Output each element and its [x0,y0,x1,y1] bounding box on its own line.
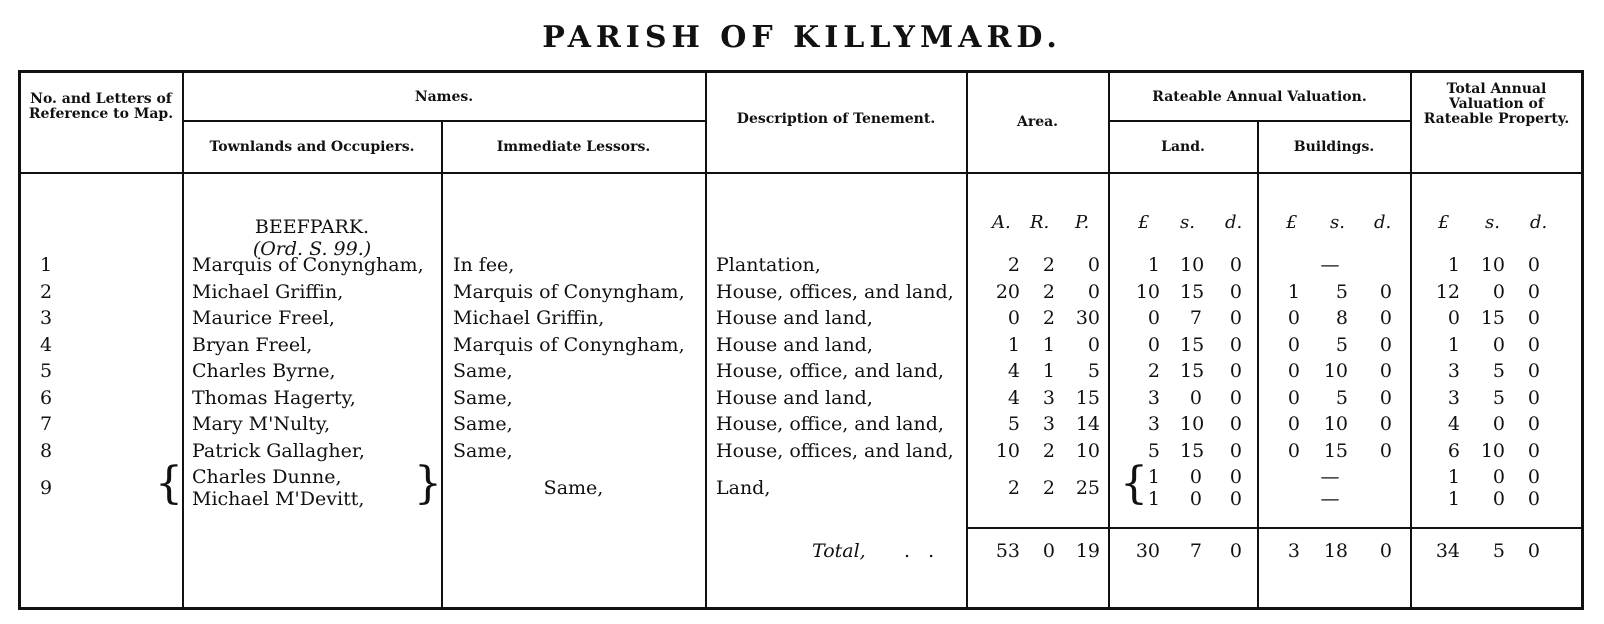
land-cell: 0 [1229,281,1242,303]
unit-label: s. [1180,212,1195,233]
grand-total-cell: 34 [1435,540,1460,562]
area-cell: 2 [1007,477,1020,499]
buildings-cell: — [1320,254,1340,276]
buildings-cell: 8 [1335,307,1348,329]
lessor-cell: In fee, [453,254,515,276]
buildings-cell: 0 [1379,440,1392,462]
total-cell: 0 [1492,413,1505,435]
header-lessors: Immediate Lessors. [496,139,651,155]
area-cell: 5 [1087,360,1100,382]
land-cell: 15 [1180,334,1205,356]
header-rule [1108,120,1410,122]
land-cell: 0 [1189,466,1202,488]
area-cell: 25 [1075,477,1100,499]
land-cell: 0 [1229,413,1242,435]
occupier-cell: Patrick Gallagher, [192,440,365,462]
brace-right: } [414,458,442,509]
column-rule [1257,120,1259,610]
header-area: Area. [1016,114,1059,130]
leader-dots: . . [904,540,935,562]
buildings-cell: 0 [1287,360,1300,382]
unit-label: s. [1485,212,1500,233]
area-cell: 3 [1042,413,1055,435]
area-cell: 1 [1042,334,1055,356]
area-cell: 10 [995,440,1020,462]
total-bld-cell: 3 [1287,540,1300,562]
buildings-cell: 0 [1287,413,1300,435]
occupier-cell: Bryan Freel, [192,334,313,356]
brace-left: { [1120,458,1148,509]
land-cell: 1 [1147,488,1160,510]
buildings-cell: 0 [1379,360,1392,382]
buildings-cell: — [1320,488,1340,510]
buildings-cell: 0 [1287,307,1300,329]
total-cell: 1 [1447,254,1460,276]
header-land: Land. [1161,139,1205,155]
total-cell: 3 [1447,387,1460,409]
buildings-cell: 10 [1323,413,1348,435]
occupier-cell: Charles Dunne, [192,466,342,488]
land-cell: 15 [1180,440,1205,462]
total-cell: 1 [1447,466,1460,488]
total-rule [966,527,1584,529]
ref-cell: 8 [40,440,53,462]
land-cell: 7 [1189,307,1202,329]
unit-label: £ [1138,212,1150,233]
description-cell: House, offices, and land, [716,440,954,462]
ref-cell: 2 [40,281,53,303]
grand-total-cell: 5 [1492,540,1505,562]
unit-label: d. [1530,212,1548,233]
land-cell: 0 [1147,307,1160,329]
buildings-cell: 0 [1379,334,1392,356]
area-cell: 10 [1075,440,1100,462]
unit-label: £ [1438,212,1450,233]
total-cell: 0 [1527,307,1540,329]
description-cell: House and land, [716,387,873,409]
buildings-cell: 5 [1335,387,1348,409]
townland-sheet: (Ord. S. 99.) [252,238,372,260]
total-cell: 0 [1492,488,1505,510]
occupier-cell: Michael M'Devitt, [192,488,365,510]
total-bld-cell: 18 [1323,540,1348,562]
total-cell: 0 [1527,281,1540,303]
area-cell: 2 [1007,254,1020,276]
land-cell: 10 [1180,254,1205,276]
lessor-cell: Marquis of Conyngham, [453,281,685,303]
buildings-cell: 0 [1287,440,1300,462]
land-cell: 0 [1229,466,1242,488]
area-cell: 20 [995,281,1020,303]
total-cell: 5 [1492,360,1505,382]
total-cell: 0 [1527,360,1540,382]
total-cell: 0 [1492,334,1505,356]
header-description: Description of Tenement. [736,111,936,127]
land-cell: 0 [1189,488,1202,510]
buildings-cell: 1 [1287,281,1300,303]
total-cell: 12 [1435,281,1460,303]
area-cell: 2 [1042,254,1055,276]
area-cell: 4 [1007,360,1020,382]
total-cell: 0 [1447,307,1460,329]
total-cell: 4 [1447,413,1460,435]
ref-cell: 3 [40,307,53,329]
area-cell: 0 [1087,334,1100,356]
total-cell: 10 [1480,254,1505,276]
buildings-cell: 15 [1323,440,1348,462]
grand-total-cell: 0 [1527,540,1540,562]
column-rule [1410,70,1412,610]
land-cell: 0 [1229,387,1242,409]
total-land-cell: 7 [1189,540,1202,562]
area-cell: 1 [1042,360,1055,382]
land-cell: 0 [1229,307,1242,329]
land-cell: 0 [1229,360,1242,382]
ref-cell: 9 [40,477,53,499]
land-cell: 0 [1229,488,1242,510]
description-cell: House, office, and land, [716,360,944,382]
land-cell: 0 [1229,254,1242,276]
total-cell: 0 [1527,387,1540,409]
total-bld-cell: 0 [1379,540,1392,562]
land-cell: 0 [1147,334,1160,356]
unit-label: A. [992,212,1011,233]
ref-cell: 5 [40,360,53,382]
total-area-cell: 19 [1075,540,1100,562]
header-rule [18,172,1584,174]
unit-label: R. [1030,212,1050,233]
brace-left: { [155,458,183,509]
unit-label: P. [1075,212,1090,233]
total-cell: 1 [1447,334,1460,356]
page-title: PARISH OF KILLYMARD. [542,20,1062,55]
land-cell: 1 [1147,466,1160,488]
description-cell: House, offices, and land, [716,281,954,303]
buildings-cell: 10 [1323,360,1348,382]
buildings-cell: — [1320,466,1340,488]
total-cell: 1 [1447,488,1460,510]
total-land-cell: 0 [1229,540,1242,562]
header-buildings: Buildings. [1293,139,1375,155]
buildings-cell: 0 [1379,413,1392,435]
header-townlands: Townlands and Occupiers. [209,139,415,155]
total-cell: 0 [1492,281,1505,303]
total-cell: 0 [1527,254,1540,276]
column-rule [966,70,968,610]
area-cell: 0 [1087,254,1100,276]
unit-label: d. [1374,212,1392,233]
area-cell: 15 [1075,387,1100,409]
total-label: Total, [812,540,866,562]
lessor-cell: Same, [453,387,513,409]
total-cell: 3 [1447,360,1460,382]
buildings-cell: 0 [1379,307,1392,329]
land-cell: 3 [1147,413,1160,435]
total-cell: 5 [1492,387,1505,409]
occupier-cell: Thomas Hagerty, [192,387,356,409]
lessor-cell: Same, [543,477,604,499]
land-cell: 2 [1147,360,1160,382]
total-cell: 10 [1480,440,1505,462]
buildings-cell: 0 [1287,334,1300,356]
lessor-cell: Same, [453,413,513,435]
occupier-cell: Maurice Freel, [192,307,335,329]
occupier-cell: Michael Griffin, [192,281,344,303]
ref-cell: 4 [40,334,53,356]
ref-cell: 7 [40,413,53,435]
area-cell: 2 [1042,281,1055,303]
total-area-cell: 53 [995,540,1020,562]
area-cell: 5 [1007,413,1020,435]
description-cell: Land, [716,477,771,499]
buildings-cell: 5 [1335,281,1348,303]
header-rateable: Rateable Annual Valuation. [1152,89,1367,105]
column-rule [705,70,707,610]
header-rule [182,120,705,122]
header-ref: No. and Letters of Reference to Map. [28,91,174,122]
land-cell: 0 [1229,440,1242,462]
area-cell: 2 [1042,440,1055,462]
total-cell: 0 [1527,466,1540,488]
land-cell: 1 [1147,254,1160,276]
total-cell: 0 [1527,488,1540,510]
description-cell: House and land, [716,334,873,356]
description-cell: Plantation, [716,254,821,276]
total-land-cell: 30 [1135,540,1160,562]
lessor-cell: Same, [453,440,513,462]
area-cell: 30 [1075,307,1100,329]
land-cell: 5 [1147,440,1160,462]
buildings-cell: 5 [1335,334,1348,356]
buildings-cell: 0 [1379,281,1392,303]
header-names: Names. [414,89,474,105]
description-cell: House, office, and land, [716,413,944,435]
buildings-cell: 0 [1287,387,1300,409]
column-rule [441,120,443,610]
area-cell: 2 [1042,477,1055,499]
land-cell: 15 [1180,281,1205,303]
total-cell: 15 [1480,307,1505,329]
total-area-cell: 0 [1042,540,1055,562]
unit-label: d. [1225,212,1243,233]
lessor-cell: Same, [453,360,513,382]
buildings-cell: 0 [1379,387,1392,409]
area-cell: 0 [1087,281,1100,303]
total-cell: 0 [1527,334,1540,356]
area-cell: 1 [1007,334,1020,356]
lessor-cell: Marquis of Conyngham, [453,334,685,356]
ref-cell: 6 [40,387,53,409]
occupier-cell: Mary M'Nulty, [192,413,331,435]
occupier-cell: Marquis of Conyngham, [192,254,424,276]
land-cell: 0 [1229,334,1242,356]
area-cell: 2 [1042,307,1055,329]
area-cell: 14 [1075,413,1100,435]
total-cell: 6 [1447,440,1460,462]
area-cell: 0 [1007,307,1020,329]
lessor-cell: Michael Griffin, [453,307,605,329]
description-cell: House and land, [716,307,873,329]
occupier-cell: Charles Byrne, [192,360,336,382]
land-cell: 0 [1189,387,1202,409]
land-cell: 10 [1135,281,1160,303]
ref-cell: 1 [40,254,53,276]
total-cell: 0 [1527,413,1540,435]
land-cell: 10 [1180,413,1205,435]
area-cell: 3 [1042,387,1055,409]
unit-label: s. [1330,212,1345,233]
land-cell: 15 [1180,360,1205,382]
land-cell: 3 [1147,387,1160,409]
total-cell: 0 [1492,466,1505,488]
area-cell: 4 [1007,387,1020,409]
total-cell: 0 [1527,440,1540,462]
unit-label: £ [1286,212,1298,233]
header-total: Total Annual Valuation of Rateable Property. [1423,81,1570,127]
townland-name: BEEFPARK. [254,216,370,238]
